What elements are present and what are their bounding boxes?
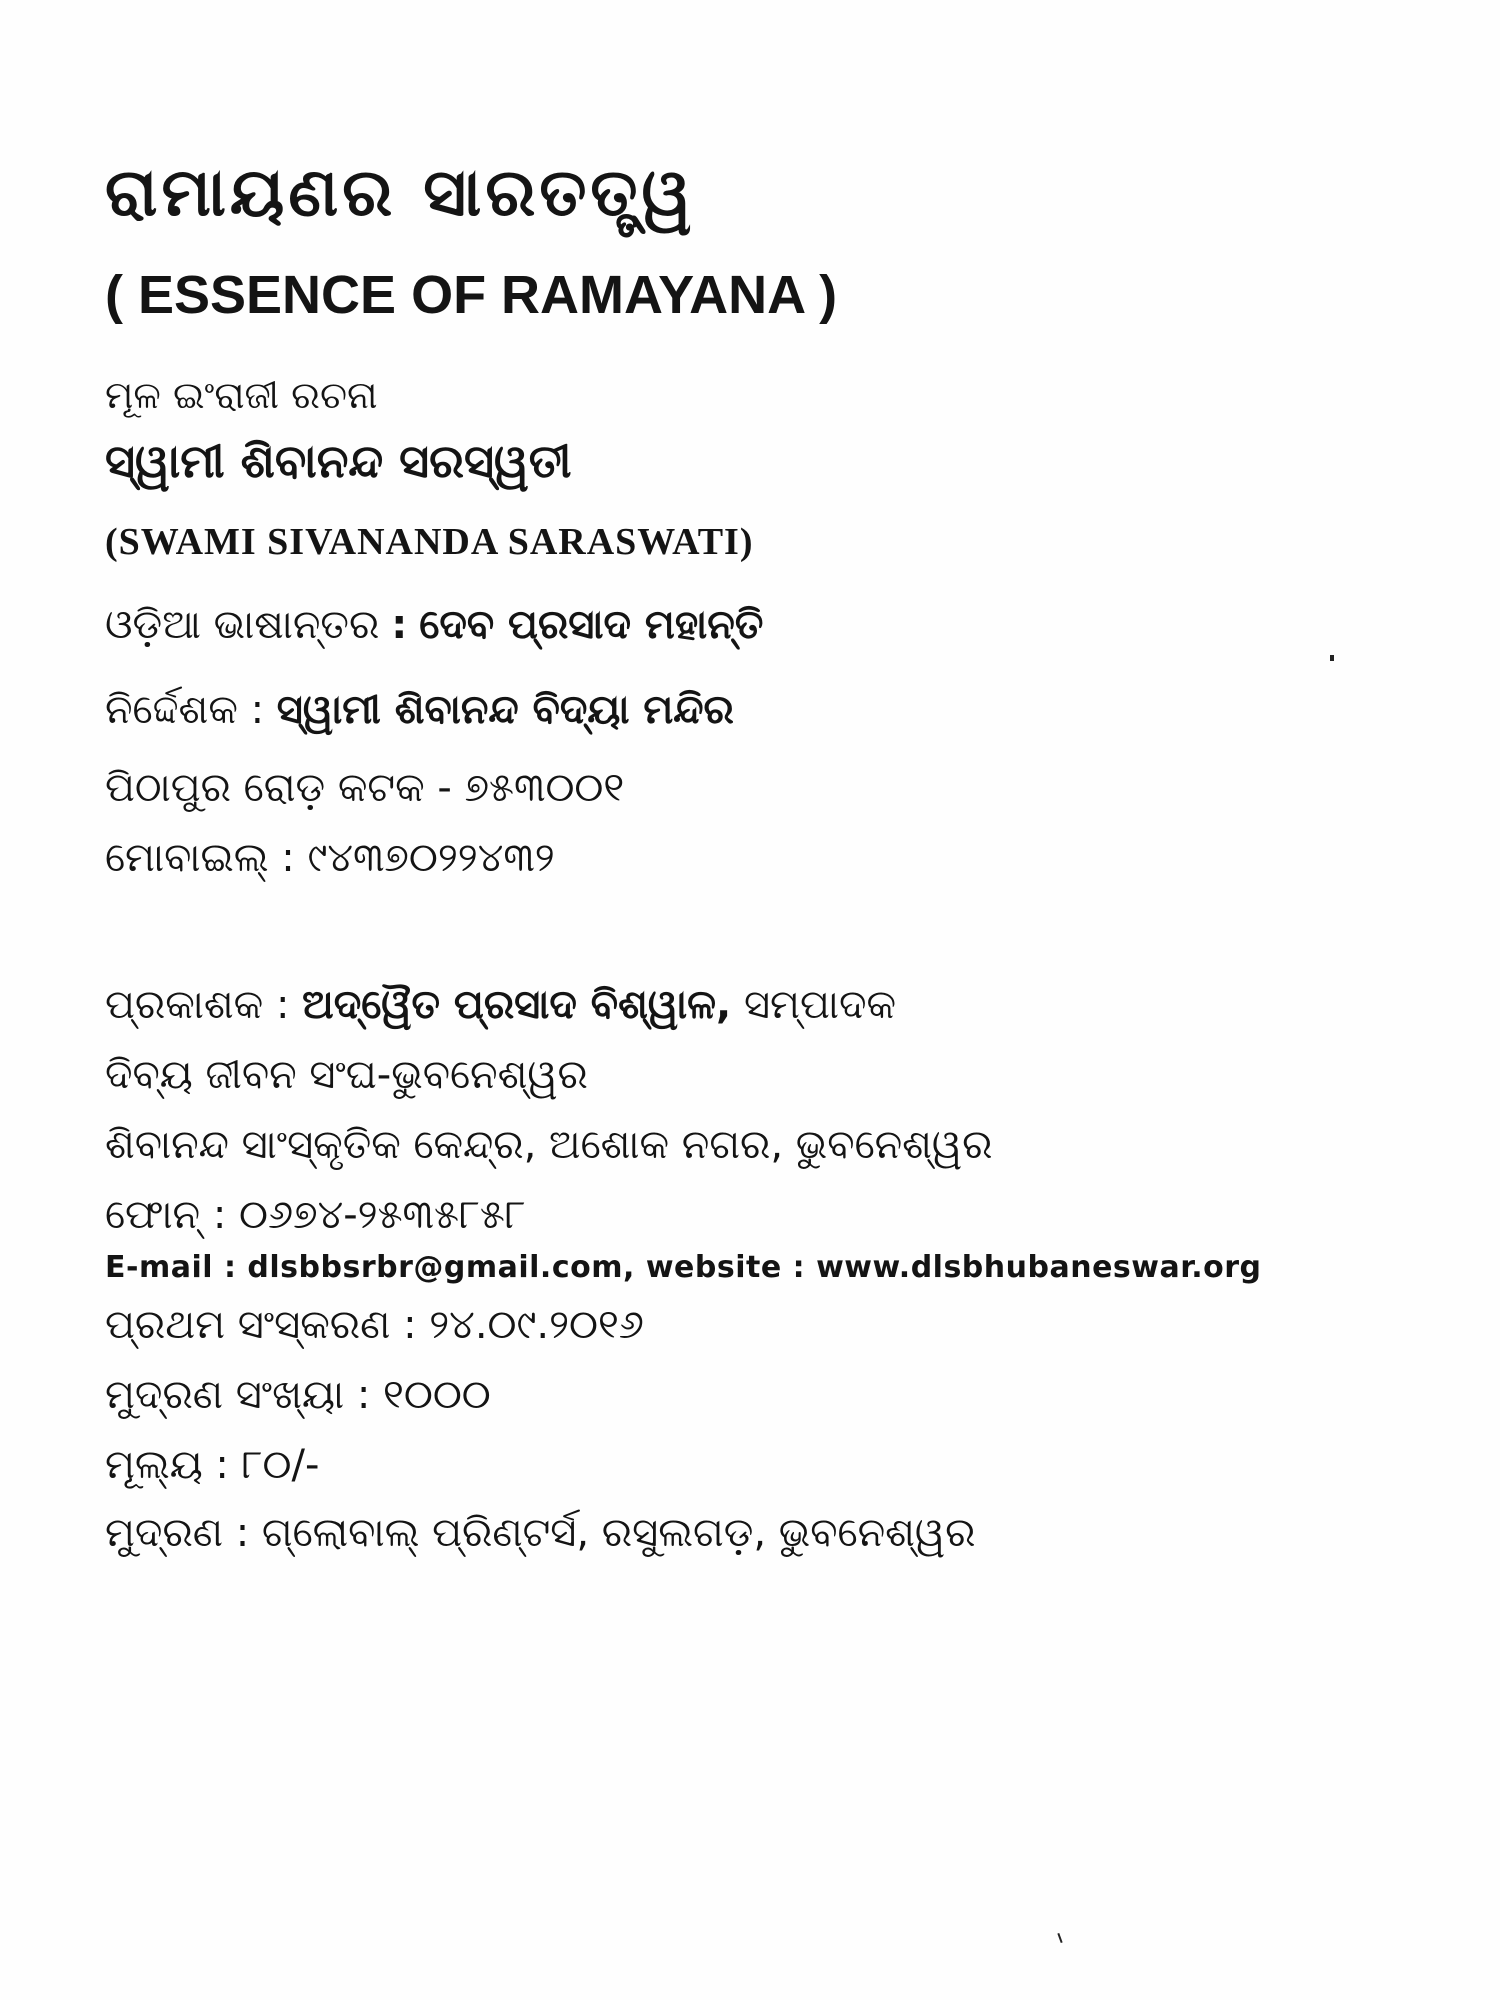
contact-email-website: E-mail : dlsbbsrbr@gmail.com, website : www.dlsbhubaneswar.org bbox=[105, 1250, 1262, 1285]
author-name-odia: ସ୍ୱାମୀ ଶିବାନନ୍ଦ ସରସ୍ୱତୀ bbox=[105, 434, 572, 488]
scan-speck bbox=[1330, 655, 1334, 661]
publisher-label: ପ୍ରକାଶକ : bbox=[105, 982, 290, 1028]
original-work-label: ମୂଳ ଇଂରାଜୀ ରଚନା bbox=[105, 373, 378, 417]
print-copies: ମୁଦ୍ରଣ ସଂଖ୍ୟା : ୧୦୦୦ bbox=[105, 1372, 491, 1418]
author-name-english: (SWAMI SIVANANDA SARASWATI) bbox=[105, 521, 754, 563]
translator-separator: : bbox=[391, 602, 408, 648]
book-price: ମୂଲ୍ୟ : ୮୦/- bbox=[105, 1442, 320, 1488]
translator-line bbox=[105, 602, 764, 648]
publisher-phone: ଫୋନ୍ : ୦୬୭୪-୨୫୩୫୮୫୮ bbox=[105, 1192, 526, 1238]
director-name: ସ୍ୱାମୀ ଶିବାନନ୍ଦ ବିଦ୍ୟା ମନ୍ଦିର bbox=[276, 687, 734, 733]
book-title-english: ( ESSENCE OF RAMAYANA ) bbox=[105, 265, 838, 325]
director-mobile: ମୋବାଇଲ୍ : ୯୪୩୭୦୨୨୪୩୨ bbox=[105, 835, 555, 881]
publisher-society: ଦିବ୍ୟ ଜୀବନ ସଂଘ-ଭୁବନେଶ୍ୱର bbox=[105, 1052, 588, 1098]
director-address: ପିଠାପୁର ରୋଡ଼ କଟକ - ୭୫୩୦୦୧ bbox=[105, 765, 625, 811]
printer-line: ମୁଦ୍ରଣ : ଗ୍ଲୋବାଲ୍ ପ୍ରିଣ୍ଟର୍ସ, ରସୁଲଗଡ଼, ଭୁବନେଶ୍ୱର bbox=[105, 1510, 976, 1556]
publisher-name: ଅଦ୍ୱୈତ ପ୍ରସାଦ ବିଶ୍ୱାଳ, bbox=[302, 982, 732, 1028]
director-line bbox=[105, 687, 734, 733]
publisher-role: ସମ୍ପାଦକ bbox=[743, 982, 897, 1028]
scan-speck bbox=[1057, 1933, 1062, 1943]
translator-name: ଦେବ ପ୍ରସାଦ ମହାନ୍ତି bbox=[419, 602, 764, 648]
director-label: ନିର୍ଦ୍ଦେଶକ : bbox=[105, 687, 265, 733]
publisher-line bbox=[105, 982, 897, 1028]
publisher-centre: ଶିବାନନ୍ଦ ସାଂସ୍କୃତିକ କେନ୍ଦ୍ର, ଅଶୋକ ନଗର, ଭୁବନେଶ୍ୱର bbox=[105, 1122, 993, 1168]
translator-label: ଓଡ଼ିଆ ଭାଷାନ୍ତର bbox=[105, 602, 380, 648]
book-title-odia: ରାମାୟଣର ସାରତତ୍ତ୍ୱ bbox=[105, 154, 696, 231]
first-edition-date: ପ୍ରଥମ ସଂସ୍କରଣ : ୨୪.୦୯.୨୦୧୬ bbox=[105, 1302, 644, 1348]
